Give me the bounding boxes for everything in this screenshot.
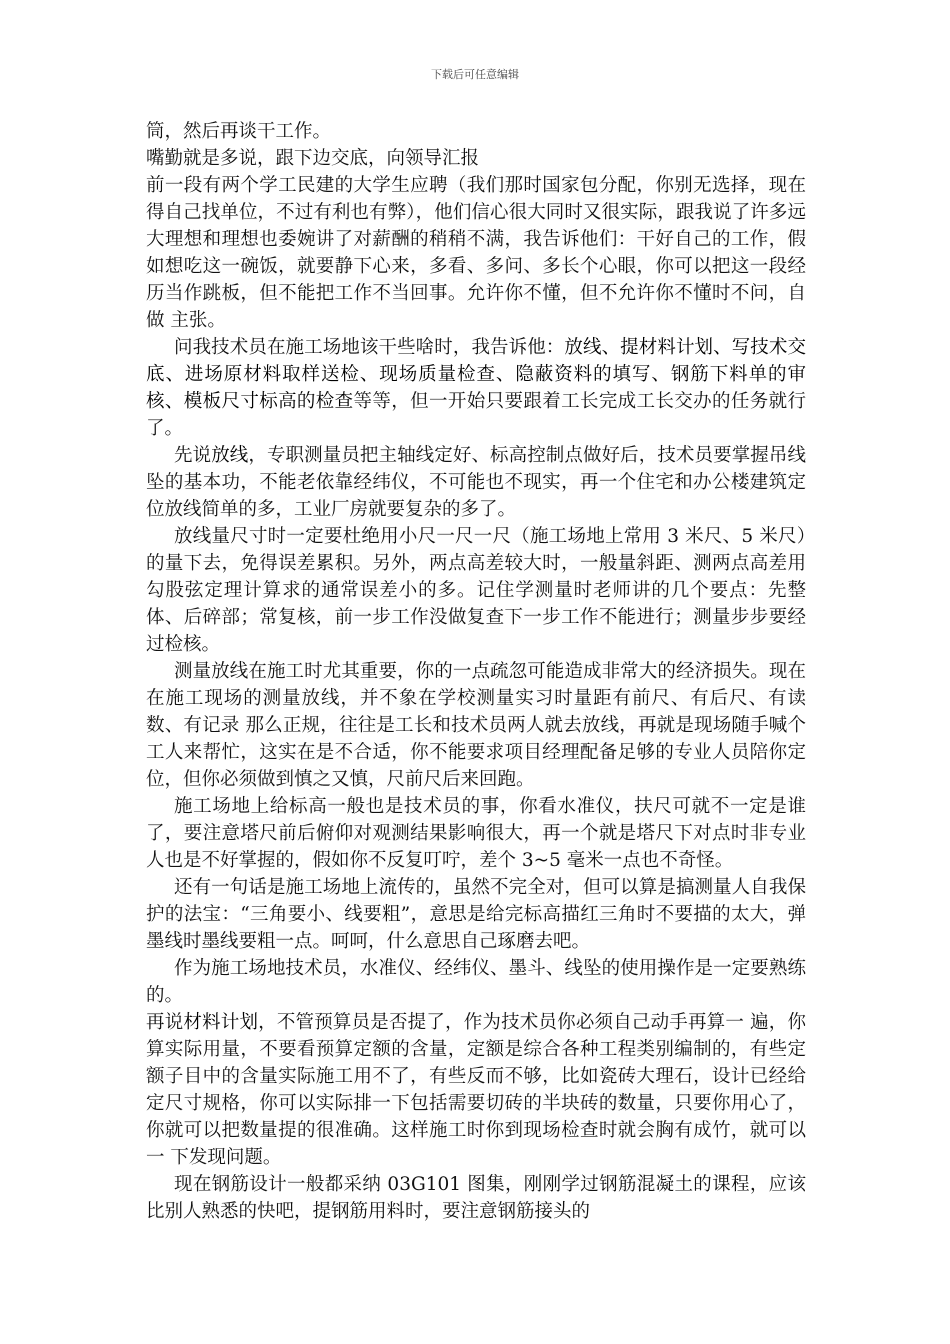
text-run: 问我技术员在施工场地该干些啥时，我告诉他： [174, 337, 565, 358]
paragraph [146, 442, 806, 523]
text-run: 再说 [146, 1012, 184, 1033]
paragraph: 作为施工场地技术员，水准仪、经纬仪、墨斗、线坠的使用操作是一定要熟练的。 [146, 958, 806, 1006]
paragraph [146, 334, 806, 442]
paragraph: 还有一句话是施工场地上流传的，虽然不完全对，但可以算是搞测量人自我保护的法宝：“三角要小、线要粗”，意思是给完标高描红三角时不要描的太大，弹墨线时墨线要粗一点。呵呵，什么意思自己琢磨去吧。 [146, 877, 806, 952]
text-run: 先说 [174, 445, 212, 466]
emphasis-text: 放线、提材料计划、写技术交底、进场原材料取样送检、现场质量检查、隐蔽资料的填写、钢筋下料单的审核、模板尺寸标高的检查 [146, 337, 806, 412]
paragraph: 现在钢筋设计一般都采纳 03G101 图集，刚刚学过钢筋混凝土的课程，应该比别人熟悉的快吧，提钢筋用料时，要注意钢筋接头的 [146, 1174, 806, 1222]
paragraph: 嘴勤就是多说，跟下边交底，向领导汇报 [146, 148, 480, 169]
paragraph: 施工场地上给标高一般也是技术员的事，你看水准仪，扶尺可就不一定是谁了，要注意塔尺前后俯仰对观测结果影响很大，再一个就是塔尺下对点时非专业人也是不好掌握的，假如你不反复叮咛，差个 3~5 毫米一点也不奇怪。 [146, 796, 806, 871]
text-run: ，专职测量员把主轴线定好、标高控制点做好后，技术员要掌握吊线坠的基本功，不能老依靠经纬仪，不可能也不现实，再一个住宅和办公楼建筑定位放线简单的多，工业厂房就要复杂的多了。 [146, 445, 806, 520]
paragraph [146, 1009, 806, 1171]
document-body [146, 118, 806, 1225]
paragraph: 放线量尺寸时一定要杜绝用小尺一尺一尺（施工场地上常用 3 米尺、5 米尺）的量下去，免得误差累积。另外，两点高差较大时，一般量斜距、测两点高差用勾股弦定理计算求的通常误差小的多。记住学测量时老师讲的几个要点：先整体、后碎部；常复核，前一步工作没做复查下一步工作不能进行；测量步步要经过检核。 [146, 526, 806, 655]
paragraph: 前一段有两个学工民建的大学生应聘（我们那时国家包分配，你别无选择，现在得自己找单位，不过有利也有弊），他们信心很大同时又很实际，跟我说了许多远大理想和理想也委婉讲了对薪酬的稍稍不满，我告诉他们：干好自己的工作，假如想吃这一碗饭，就要静下心来，多看、多问、多长个心眼，你可以把这一段经历当作跳板，但不能把工作不当回事。允许你不懂，但不允许你不懂时不问，自做 主张。 [146, 175, 806, 331]
emphasis-text: 放线 [211, 445, 249, 466]
paragraph: 筒，然后再谈干工作。 [146, 121, 332, 142]
paragraph: 测量放线在施工时尤其重要，你的一点疏忽可能造成非常大的经济损失。现在在施工现场的测量放线，并不象在学校测量实习时量距有前尺、有后尺、有读数、有记录 那么正规，往往是工长和技术员两人就去放线，再就是现场随手喊个工人来帮忙，这实在是不合适，你不能要求项目经理配备足够的专业人员陪你定位，但你必须做到慎之又慎，尺前尺后来回跑。 [146, 661, 806, 790]
emphasis-text: 材料计划 [183, 1012, 259, 1033]
text-run: 等等，但一开始只要跟着工长完成工长交办的任务就行了。 [146, 391, 806, 439]
page-header: 下载后可任意编辑 [431, 68, 519, 81]
text-run: ，不管预算员是否提了，作为技术员你必须自己动手再算一 遍，你算实际用量，不要看预算定额的含量，定额是综合各种工程类别编制的，有些定额子目中的含量实际施工用不了，有些反而不够，比如瓷砖大理石，设计已经给定尺寸规格，你可以实际排一下包括需要切砖的半块砖的数量，只要你用心了，你就可以把数量提的很准确。这样施工时你到现场检查时就会胸有成竹，就可以一 下发现问题。 [146, 1012, 806, 1168]
